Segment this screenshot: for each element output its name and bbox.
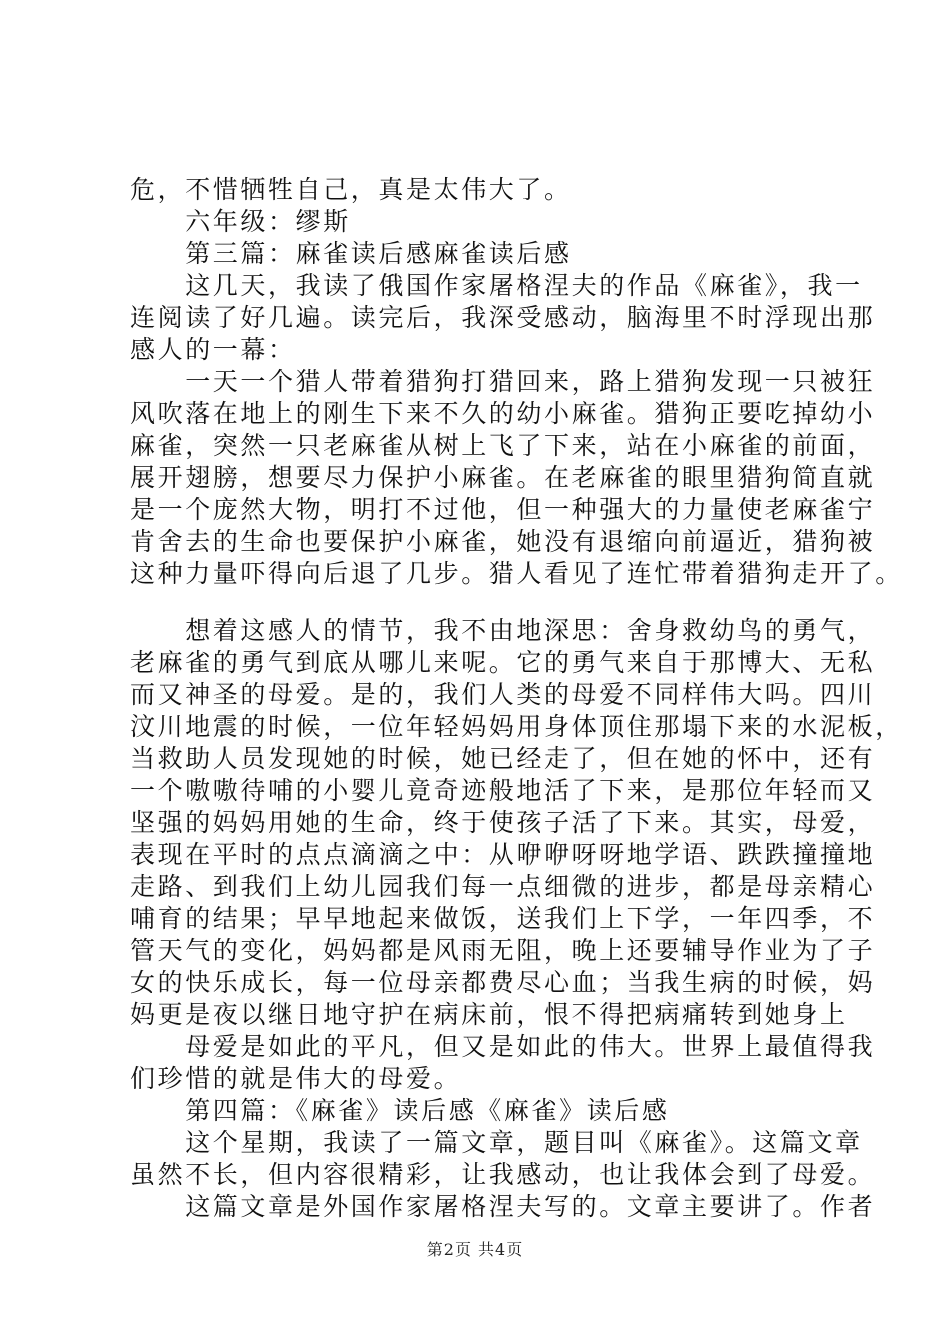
- text-line: 而又神圣的母爱。是的，我们人类的母爱不同样伟大吗。四川: [130, 680, 876, 709]
- text-line: 当救助人员发现她的时候，她已经走了，但在她的怀中，还有: [130, 744, 876, 773]
- text-line: 六年级：缪斯: [130, 207, 351, 236]
- text-line: 展开翅膀，想要尽力保护小麻雀。在老麻雀的眼里猎狗简直就: [130, 463, 876, 492]
- text-line: 女的快乐成长，每一位母亲都费尽心血；当我生病的时候，妈: [130, 968, 876, 997]
- section-heading: 第四篇：《麻雀》读后感《麻雀》读后感: [130, 1096, 670, 1125]
- text-line: 这几天，我读了俄国作家屠格涅夫的作品《麻雀》，我一: [130, 271, 863, 300]
- text-line: 这种力量吓得向后退了几步。猎人看见了连忙带着猎狗走开了。: [130, 559, 903, 588]
- text-line: 老麻雀的勇气到底从哪儿来呢。它的勇气来自于那博大、无私: [130, 648, 876, 677]
- text-line: 表现在平时的点点滴滴之中：从咿咿呀呀地学语、跌跌撞撞地: [130, 840, 876, 869]
- text-line: 肯舍去的生命也要保护小麻雀，她没有退缩向前逼近，猎狗被: [130, 527, 876, 556]
- text-line: 母爱是如此的平凡，但又是如此的伟大。世界上最值得我: [130, 1032, 876, 1061]
- text-line: 是一个庞然大物，明打不过他，但一种强大的力量使老麻雀宁: [130, 495, 876, 524]
- text-line: 妈更是夜以继日地守护在病床前，恨不得把病痛转到她身上: [130, 1000, 848, 1029]
- text-line: 想着这感人的情节，我不由地深思：舍身救幼鸟的勇气，: [130, 616, 876, 645]
- text-line: 一天一个猎人带着猎狗打猎回来，路上猎狗发现一只被狂: [130, 367, 876, 396]
- text-line: 风吹落在地上的刚生下来不久的幼小麻雀。猎狗正要吃掉幼小: [130, 399, 876, 428]
- text-line: 连阅读了好几遍。读完后，我深受感动，脑海里不时浮现出那: [130, 303, 876, 332]
- text-line: 虽然不长，但内容很精彩，让我感动，也让我体会到了母爱。: [130, 1160, 876, 1189]
- text-line: 危，不惜牺牲自己，真是太伟大了。: [130, 175, 572, 204]
- text-line: 感人的一幕：: [130, 335, 296, 364]
- text-line: 哺育的结果；早早地起来做饭，送我们上下学，一年四季，不: [130, 904, 876, 933]
- text-line: 麻雀，突然一只老麻雀从树上飞了下来，站在小麻雀的前面，: [130, 431, 876, 460]
- text-line: 管天气的变化，妈妈都是风雨无阻，晚上还要辅导作业为了子: [130, 936, 876, 965]
- text-line: 走路、到我们上幼儿园我们每一点细微的进步，都是母亲精心: [130, 872, 876, 901]
- page-number-footer: 第2页 共4页: [426, 1240, 524, 1259]
- text-line: 这篇文章是外国作家屠格涅夫写的。文章主要讲了。作者: [130, 1192, 876, 1221]
- text-line: 坚强的妈妈用她的生命，终于使孩子活了下来。其实，母爱，: [130, 808, 876, 837]
- text-line: 汶川地震的时候，一位年轻妈妈用身体顶住那塌下来的水泥板，: [130, 712, 903, 741]
- section-heading: 第三篇：麻雀读后感麻雀读后感: [130, 239, 572, 268]
- text-line: 这个星期，我读了一篇文章，题目叫《麻雀》。这篇文章: [130, 1128, 863, 1157]
- text-line: 们珍惜的就是伟大的母爱。: [130, 1064, 462, 1093]
- text-line: 一个嗷嗷待哺的小婴儿竟奇迹般地活了下来，是那位年轻而又: [130, 776, 876, 805]
